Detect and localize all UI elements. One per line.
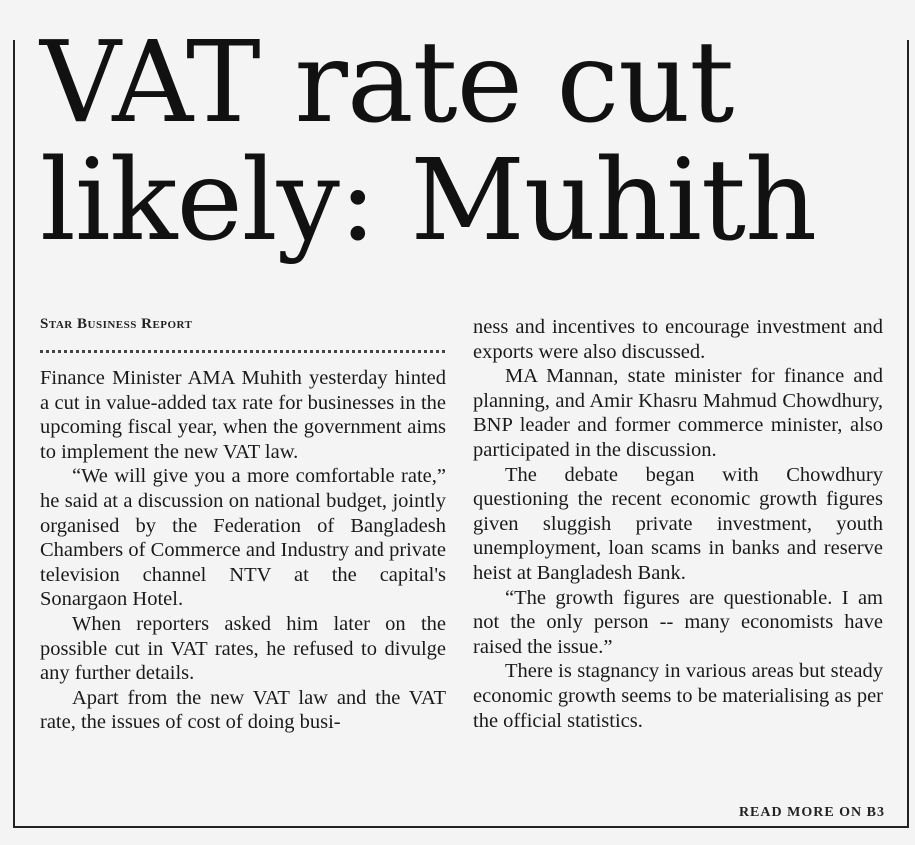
right-column-rule [907,40,909,828]
byline-dotted-divider [40,350,445,353]
paragraph: When reporters asked him later on the possible cut in VAT rates, he refused to divulge any further details. [40,612,446,685]
paragraph: Apart from the new VAT law and the VAT rate, the issues of cost of doing busi- [40,686,446,734]
headline-line-2: likely: Muhith [40,136,817,266]
paragraph: “The growth figures are questionable. I am not the only person -- many economists have raised the issue.” [473,586,883,658]
headline [40,18,900,266]
paragraph: Finance Minister AMA Muhith yesterday hinted a cut in value-added tax rate for businesses in the upcoming fiscal year, when the government aims to implement the new VAT law. [40,367,446,463]
paragraph: MA Mannan, state minister for finance and planning, and Amir Khasru Mahmud Chowdhury, BNP leader and former commerce minister, also participated in the discussion. [473,365,883,461]
paragraph: ness and incentives to encourage investment and exports were also discussed. [473,316,883,363]
paragraph: There is stagnancy in various areas but steady economic growth seems to be materialising as per the official statistics. [473,660,883,732]
paragraph: The debate began with Chowdhury questioning the recent economic growth figures given sluggish private investment, youth unemployment, loan scams in banks and reserve heist at Bangladesh Bank. [473,463,883,584]
headline-line-1: VAT rate cut [40,18,734,148]
paragraph: “We will give you a more comfortable rate,” he said at a discussion on national budget, jointly organised by the Federation of Bangladesh Chambers of Commerce and Industry and private television channel NTV at the capital's Sonargaon Hotel. [40,465,446,611]
read-more-link[interactable]: READ MORE ON B3 [738,805,885,820]
article-column-2 [473,315,883,733]
article-column-1 [40,366,446,735]
left-column-rule [13,40,15,828]
byline: Star Business Report [40,316,193,332]
bottom-rule [13,826,909,828]
